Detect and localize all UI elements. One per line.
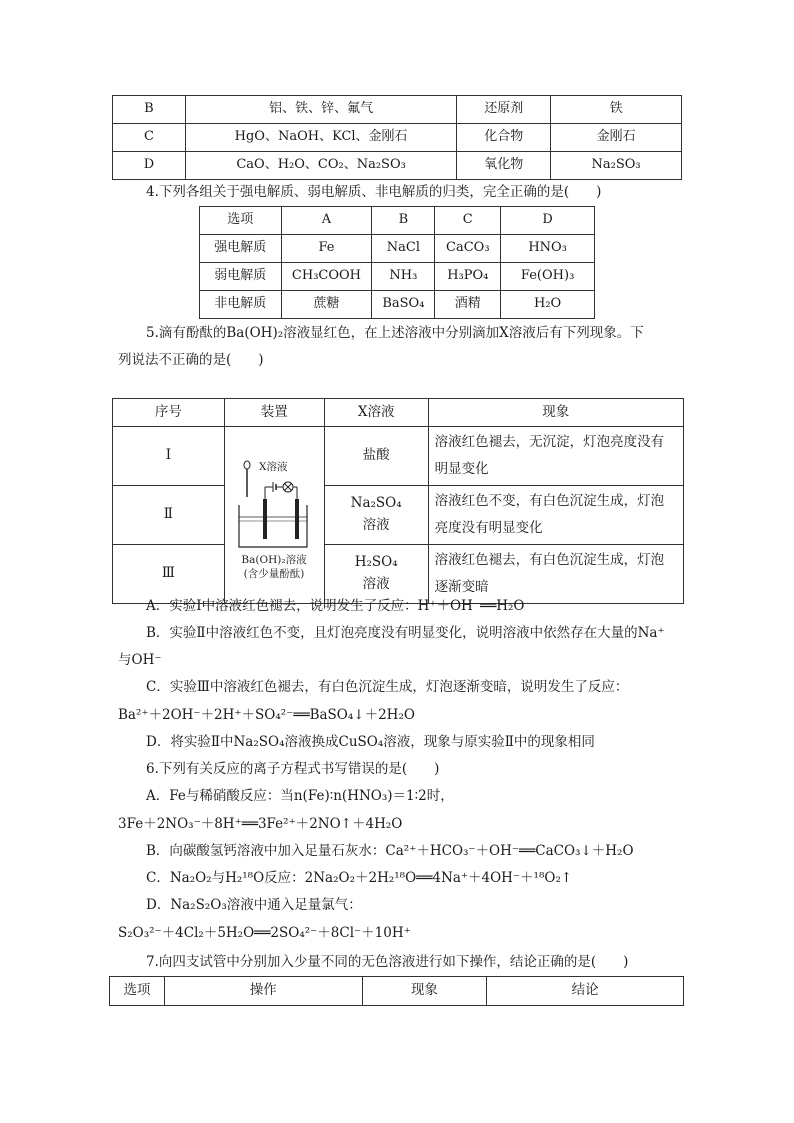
phenomenon-line: 亮度没有明显变化	[434, 520, 543, 536]
q5-table	[112, 398, 684, 604]
classification-table	[112, 95, 682, 180]
table-header: A	[281, 207, 372, 235]
table-header: 现象	[428, 399, 683, 427]
phenomenon-line: 溶液红色褪去，无沉淀，灯泡亮度没有	[434, 434, 665, 450]
table-header: D	[501, 207, 595, 235]
table-row	[113, 124, 682, 152]
table-header: 选项	[200, 207, 282, 235]
table-cell: BaSO₄	[372, 291, 435, 319]
q4-stem: 4.下列各组关于强电解质、弱电解质、非电解质的归类，完全正确的是( )	[146, 184, 602, 200]
table-cell: 弱电解质	[200, 263, 282, 291]
q5-stem-line2: 列说法不正确的是( )	[118, 352, 264, 368]
q6-option-a-line2: 3Fe＋2NO₃⁻＋8H⁺══3Fe²⁺＋2NO↑＋4H₂O	[118, 816, 403, 832]
x-solution-cell	[324, 427, 428, 486]
table-header-row	[200, 207, 595, 235]
table-cell: C	[113, 124, 186, 152]
table-cell: NH₃	[372, 263, 435, 291]
table-row	[200, 291, 595, 319]
q5-option-d: D．将实验Ⅱ中Na₂SO₄溶液换成CuSO₄溶液，现象与原实验Ⅱ中的现象相同	[146, 734, 595, 750]
q6-option-d-line1: D．Na₂S₂O₃溶液中通入足量氯气：	[146, 897, 362, 913]
table-cell: HgO、NaOH、KCl、金刚石	[185, 124, 456, 152]
row-number: Ⅲ	[113, 545, 225, 604]
q7-stem: 7.向四支试管中分别加入少量不同的无色溶液进行如下操作，结论正确的是( )	[146, 954, 629, 970]
table-header: C	[435, 207, 501, 235]
conductivity-apparatus-diagram	[225, 435, 323, 595]
q5-stem-line1: 5.滴有酚酞的Ba(OH)₂溶液显红色，在上述溶液中分别滴加X溶液后有下列现象。下	[146, 325, 644, 341]
table-cell: CH₃COOH	[281, 263, 372, 291]
q6-option-c: C．Na₂O₂与H₂¹⁸O反应：2Na₂O₂＋2H₂¹⁸O══4Na⁺＋4OH⁻＋¹⁸O₂↑	[146, 870, 573, 886]
table-cell: NaCl	[372, 235, 435, 263]
table-header: X溶液	[324, 399, 428, 427]
q7-table	[109, 976, 684, 1006]
table-header: 装置	[224, 399, 324, 427]
table-cell: B	[113, 96, 186, 124]
table-header: 现象	[362, 977, 487, 1006]
q5-option-a: A．实验Ⅰ中溶液红色褪去，说明发生了反应：H⁺＋OH⁻══H₂O	[146, 598, 525, 614]
phenomenon-line: 明显变化	[434, 461, 489, 477]
q6-stem: 6.下列有关反应的离子方程式书写错误的是( )	[146, 761, 440, 777]
table-cell: 铝、铁、锌、氟气	[185, 96, 456, 124]
q5-option-c-line1: C．实验Ⅲ中溶液红色褪去，有白色沉淀生成，灯泡逐渐变暗，说明发生了反应：	[146, 679, 629, 695]
x-solution-name: H₂SO₄	[354, 554, 398, 571]
table-row	[113, 152, 682, 180]
table-cell: H₂O	[501, 291, 595, 319]
phenomenon-line: 溶液红色不变，有白色沉淀生成，灯泡	[434, 493, 665, 509]
table-cell: 金刚石	[551, 124, 682, 152]
table-row	[113, 486, 684, 545]
table-cell: 蔗糖	[281, 291, 372, 319]
table-cell: 非电解质	[200, 291, 282, 319]
phenomenon-cell	[428, 486, 683, 545]
q6-option-a-line1: A．Fe与稀硝酸反应：当n(Fe)∶n(HNO₃)＝1∶2时，	[146, 788, 454, 804]
table-row	[113, 96, 682, 124]
table-cell: CaO、H₂O、CO₂、Na₂SO₃	[185, 152, 456, 180]
q4-table	[199, 206, 595, 319]
table-header: 操作	[164, 977, 362, 1006]
table-cell: Fe	[281, 235, 372, 263]
q5-option-b-line1: B．实验Ⅱ中溶液红色不变，且灯泡亮度没有明显变化，说明溶液中依然存在大量的Na⁺	[146, 625, 665, 641]
table-cell: Na₂SO₃	[551, 152, 682, 180]
table-row	[200, 235, 595, 263]
table-cell: 酒精	[435, 291, 501, 319]
x-solution-cell	[324, 486, 428, 545]
x-solution-label: X溶液	[259, 461, 288, 473]
table-cell: 强电解质	[200, 235, 282, 263]
phenomenon-line: 逐渐变暗	[434, 579, 489, 595]
row-number: Ⅰ	[113, 427, 225, 486]
table-header: 序号	[113, 399, 225, 427]
table-header-row	[110, 977, 684, 1006]
phenomenon-line: 溶液红色褪去，有白色沉淀生成，灯泡	[434, 552, 665, 568]
table-row	[200, 263, 595, 291]
x-solution-name: Na₂SO₄	[350, 495, 402, 512]
beaker-note-label: (含少量酚酞)	[243, 568, 305, 580]
table-header: 结论	[487, 977, 684, 1006]
table-cell: CaCO₃	[435, 235, 501, 263]
table-cell: Fe(OH)₃	[501, 263, 595, 291]
x-solution-name: 盐酸	[362, 447, 390, 464]
table-header: B	[372, 207, 435, 235]
q6-option-b: B．向碳酸氢钙溶液中加入足量石灰水：Ca²⁺＋HCO₃⁻＋OH⁻══CaCO₃↓＋H₂O	[146, 843, 634, 859]
table-cell: 还原剂	[457, 96, 551, 124]
x-solution-suffix: 溶液	[362, 576, 390, 592]
q6-option-d-line2: S₂O₃²⁻＋4Cl₂＋5H₂O══2SO₄²⁻＋8Cl⁻＋10H⁺	[118, 925, 411, 941]
q5-option-b-line2: 与OH⁻	[118, 652, 162, 668]
apparatus-cell	[224, 427, 324, 604]
table-cell: H₃PO₄	[435, 263, 501, 291]
q5-option-c-line2: Ba²⁺＋2OH⁻＋2H⁺＋SO₄²⁻══BaSO₄↓＋2H₂O	[118, 707, 415, 723]
table-row	[113, 427, 684, 486]
table-header: 选项	[110, 977, 165, 1006]
table-cell: D	[113, 152, 186, 180]
beaker-solution-label: Ba(OH)₂溶液	[241, 554, 307, 566]
table-cell: 化合物	[457, 124, 551, 152]
table-cell: HNO₃	[501, 235, 595, 263]
table-header-row	[113, 399, 684, 427]
x-solution-suffix: 溶液	[362, 517, 390, 533]
row-number: Ⅱ	[113, 486, 225, 545]
table-cell: 氧化物	[457, 152, 551, 180]
table-cell: 铁	[551, 96, 682, 124]
phenomenon-cell	[428, 427, 683, 486]
